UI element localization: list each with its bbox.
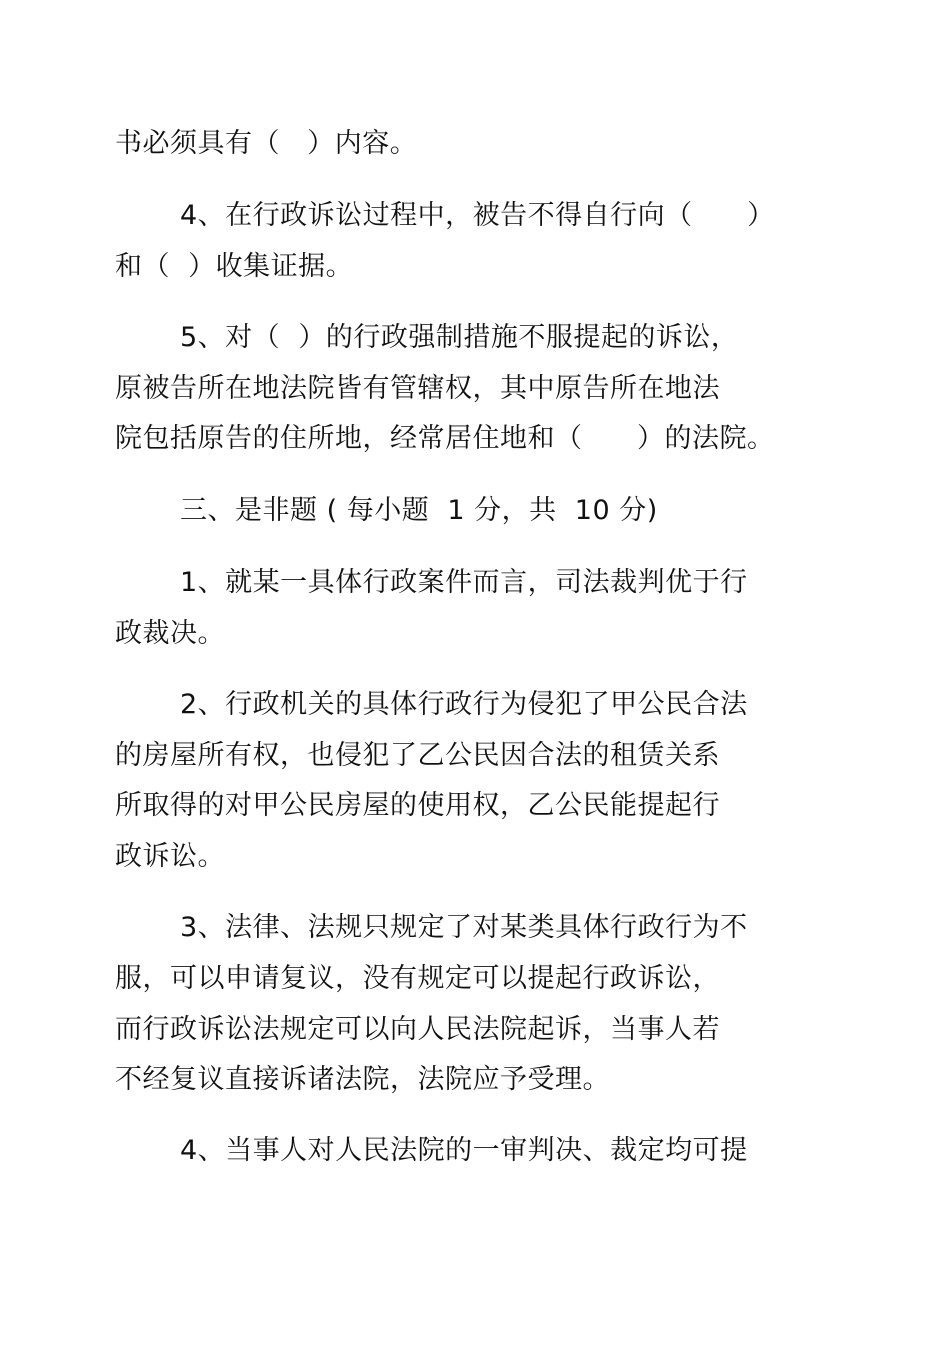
text-line: 服，可以申请复议，没有规定可以提起行政诉讼， <box>115 963 720 994</box>
text-line: 院包括原告的住所地，经常居住地和（ ）的法院。 <box>115 423 775 454</box>
question-4-text: 4、在行政诉讼过程中，被告不得自行向（ ） <box>180 200 775 231</box>
text-line: 政诉讼。 <box>115 841 225 872</box>
text-line: 和（ ）收集证据。 <box>115 251 354 282</box>
true-false-question-3: 3、法律、法规只规定了对某类具体行政行为不 <box>180 912 748 943</box>
text-line: 政裁决。 <box>115 618 225 649</box>
text-line: 的房屋所有权，也侵犯了乙公民因合法的租赁关系 <box>115 740 720 771</box>
true-false-question-1: 1、就某一具体行政案件而言，司法裁判优于行 <box>180 567 748 598</box>
text-line: 不经复议直接诉诸法院，法院应予受理。 <box>115 1064 610 1095</box>
text-line: 而行政诉讼法规定可以向人民法院起诉，当事人若 <box>115 1014 720 1045</box>
true-false-question-4: 4、当事人对人民法院的一审判决、裁定均可提 <box>180 1135 748 1166</box>
section-heading: 三、是非题 ( 每小题 1 分，共 10 分) <box>180 495 658 526</box>
question-5-text: 5、对（ ）的行政强制措施不服提起的诉讼， <box>180 322 739 353</box>
text-line: 书必须具有（ ）内容。 <box>115 128 418 159</box>
true-false-question-2: 2、行政机关的具体行政行为侵犯了甲公民合法 <box>180 689 748 720</box>
text-line: 原被告所在地法院皆有管辖权，其中原告所在地法 <box>115 373 720 404</box>
text-line: 所取得的对甲公民房屋的使用权，乙公民能提起行 <box>115 790 720 821</box>
